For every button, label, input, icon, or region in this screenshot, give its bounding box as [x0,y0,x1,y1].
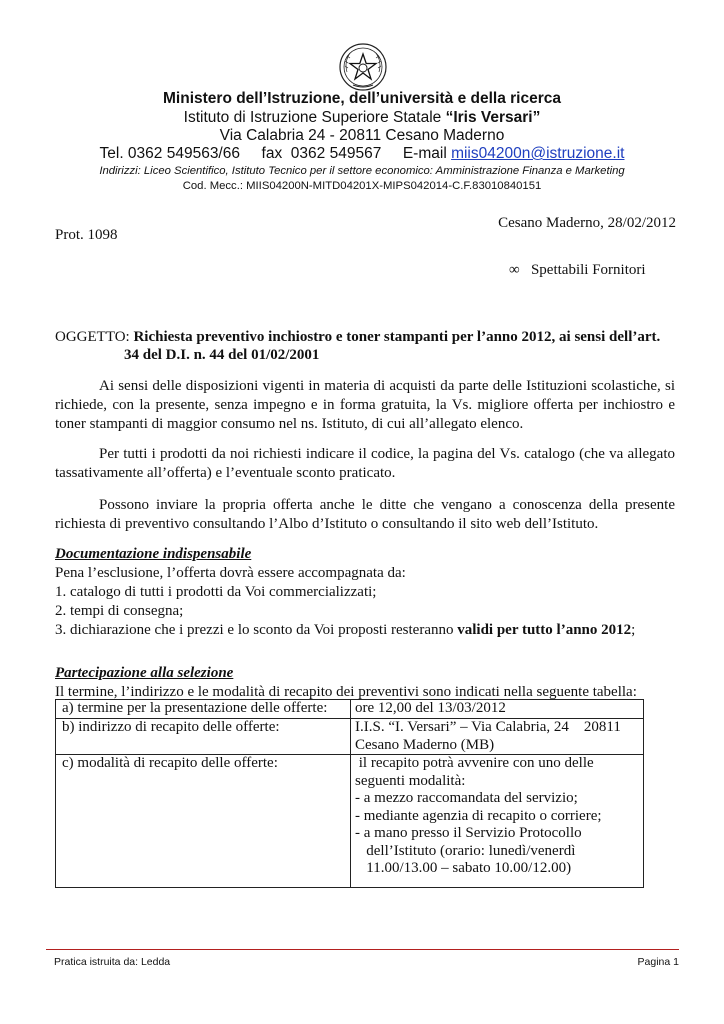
documentation-section [55,545,685,640]
phone-fax-text: Tel. 0362 549563/66 fax 0362 549567 E-mail [99,145,452,162]
documentation-item-1: 1. catalogo di tutti i prodotti da Voi commercializzati; [55,584,377,600]
email-link[interactable]: miis04200n@istruzione.it [451,145,625,162]
ministry-heading: Ministero dell’Istruzione, dell’università e della ricerca [163,90,561,107]
footer-page-number: Pagina 1 [637,956,679,968]
documentation-intro: Pena l’esclusione, l’offerta dovrà essere accompagnata da: [55,565,406,581]
item3-suffix: ; [631,622,636,638]
value-line: - mediante agenzia di recapito o corriere; [355,807,602,824]
documentation-item-3 [55,621,685,640]
selection-table [55,699,644,888]
infinity-bullet-icon: ∞ [509,262,520,278]
subject-label: OGGETTO: [55,329,134,345]
table-cell-label: c) modalità di recapito delle offerte: [56,755,351,888]
subject-text-line2: 34 del D.I. n. 44 del 01/02/2001 [124,347,320,363]
value-line: 11.00/13.00 – sabato 10.00/12.00) [355,860,572,876]
item3-text: 3. dichiarazione che i prezzi e lo sconto da Voi proposti resteranno [55,622,458,638]
school-tracks: Indirizzi: Liceo Scientifico, Istituto Tecnico per il settore economico: Amministrazione Finanza e Marketing [99,165,625,177]
body-paragraph-2: Per tutti i prodotti da noi richiesti indicare il codice, la pagina del Vs. catalogo (che va allegato tassativamente all’offerta) e l’eventuale sconto praticato. [55,446,675,481]
table-cell-value [351,719,644,755]
subject [55,328,685,364]
value-line: Cesano Maderno (MB) [355,736,495,753]
body-paragraph-1: Ai sensi delle disposizioni vigenti in materia di acquisti da parte delle Istituzioni scolastiche, si richiede, con la presente, senza impegno e in forma gratuita, la Vs. migliore offerta per inchiostro e toner stampanti di maggior consumo nel ns. Istituto, di cui all’allegato elenco. [55,378,675,432]
value-line: - a mano presso il Servizio Protocollo [355,825,582,841]
table-cell-label: a) termine per la presentazione delle offerte: [56,700,351,719]
italian-republic-emblem-icon [338,42,388,92]
value-line: seguenti modalità: [355,772,466,789]
subject-text-line1: Richiesta preventivo inchiostro e toner stampanti per l’anno 2012, ai sensi dell’art. [133,329,661,345]
contact-line [0,145,724,163]
table-cell-value [351,755,644,888]
selection-intro: Il termine, l’indirizzo e le modalità di recapito dei preventivi sono indicati nella seguente tabella: [55,684,637,700]
selection-title: Partecipazione alla selezione [55,665,234,681]
table-cell-label: b) indirizzo di recapito delle offerte: [56,719,351,755]
body-paragraph-3: Possono inviare la propria offerta anche le ditte che vengano a conoscenza della presente richiesta di preventivo consultando l’Albo d’Istituto o consultando il sito web dell’Istituto. [55,497,675,532]
table-cell-value [351,700,644,719]
value-line: ore 12,00 del 13/03/2012 [355,700,506,716]
footer-rule [46,949,679,950]
item3-bold-text: validi per tutto l’anno 2012 [457,622,632,638]
selection-section [55,664,685,702]
institute-address: Via Calabria 24 - 20811 Cesano Maderno [219,127,505,144]
table-row [56,700,644,719]
institute-name: “Iris Versari” [445,109,541,126]
value-line: il recapito potrà avvenire con uno delle [355,755,594,771]
value-line: I.I.S. “I. Versari” – Via Calabria, 24 20811 [355,719,621,735]
table-row [56,719,644,755]
documentation-item-2: 2. tempi di consegna; [55,603,184,619]
footer-author: Pratica istruita da: Ledda [54,956,171,968]
protocol-number: Prot. 1098 [55,227,118,243]
documentation-title: Documentazione indispensabile [55,546,252,562]
table-row [56,755,644,888]
school-codes: Cod. Mecc.: MIIS04200N-MITD04201X-MIPS042014-C.F.83010840151 [182,180,542,192]
institute-prefix: Istituto di Istruzione Superiore Statale [183,109,446,126]
recipient [509,262,646,279]
value-line: dell’Istituto (orario: lunedì/venerdì [355,842,576,859]
letter-date: Cesano Maderno, 28/02/2012 [498,215,676,231]
institute-heading [0,109,724,127]
recipient-label: Spettabili Fornitori [530,262,646,278]
value-line: - a mezzo raccomandata del servizio; [355,790,578,806]
